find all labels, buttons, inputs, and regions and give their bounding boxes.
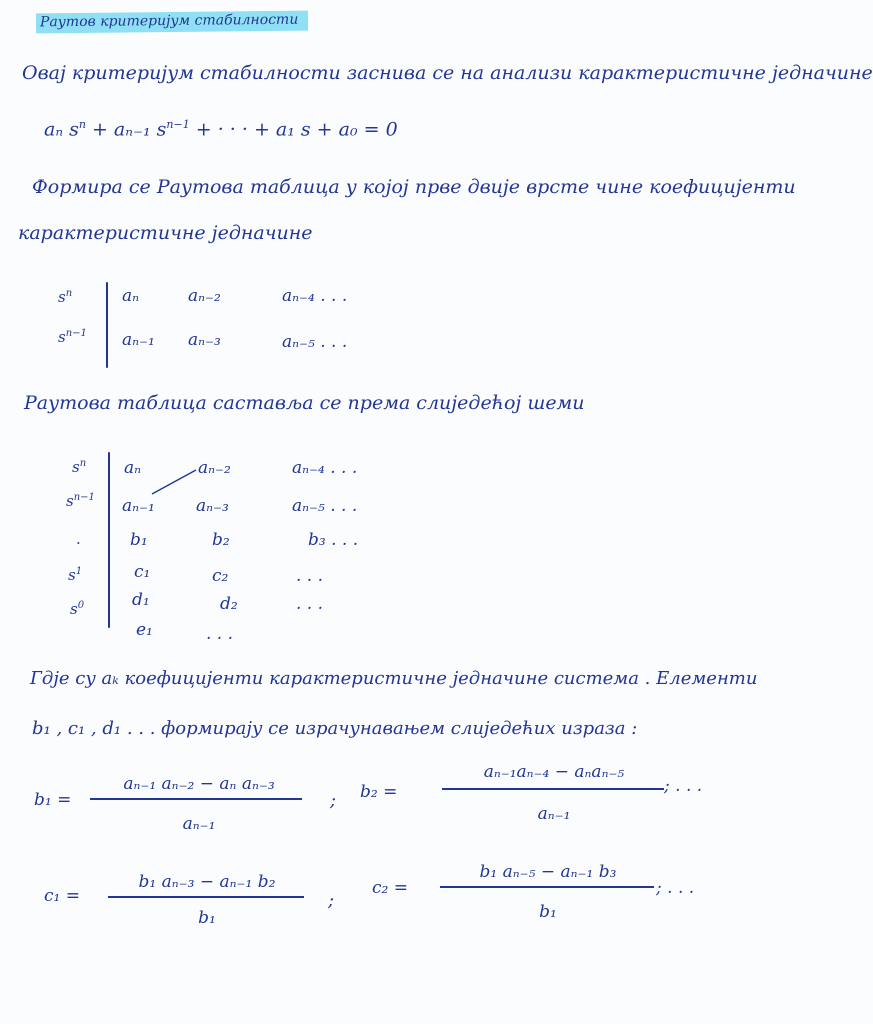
table-divider: [108, 452, 110, 628]
eq-term-1: aₙ s: [44, 118, 79, 141]
table-intro-line-2: карактеристичне једначине: [18, 222, 313, 244]
formula-lhs: b₂ =: [360, 782, 398, 802]
eq-exp-1: n: [78, 118, 86, 131]
row-label: $s^n$: [72, 458, 87, 476]
intro-paragraph: Овај критеријум стабилности заснива се на анализи карактеристичне једначине: [22, 62, 873, 84]
table-cell: b₂: [212, 530, 230, 550]
table-cell: aₙ₋₁: [122, 496, 155, 516]
table-cell: c₁: [134, 562, 151, 582]
table-cell: . . .: [296, 594, 324, 614]
table-cell: aₙ: [122, 286, 140, 306]
fraction-bar: [442, 788, 664, 790]
page-title: Раутов критеријум стабилности: [36, 11, 309, 34]
table-cell: e₁: [136, 620, 153, 640]
formula-separator: ;: [330, 790, 337, 811]
table-cell: b₁: [130, 530, 148, 550]
fraction-bar: [90, 798, 302, 800]
table-cell: aₙ₋₅ . . .: [282, 332, 348, 352]
formula-lhs: b₁ =: [34, 790, 72, 810]
scheme-intro: Раутова таблица саставља се према слиједећој шеми: [24, 392, 585, 414]
formula-numerator: aₙ₋₁aₙ₋₄ − aₙaₙ₋₅: [483, 762, 625, 782]
formula-lhs: c₁ =: [44, 886, 80, 906]
table-cell: aₙ: [124, 458, 142, 478]
formula-tail: ; . . .: [656, 878, 695, 898]
fraction-bar: [440, 886, 654, 888]
table-cell: d₁: [132, 590, 150, 610]
table-cell: aₙ₋₁: [122, 330, 155, 350]
table-cell: aₙ₋₄ . . .: [292, 458, 358, 478]
table-cell: d₂: [220, 594, 238, 614]
formula-numerator: b₁ aₙ₋₅ − aₙ₋₁ b₃: [479, 862, 617, 882]
formula-denominator: b₁: [539, 902, 557, 922]
table-cell: b₃ . . .: [308, 530, 359, 550]
table-intro-line-1: Формира се Раутова таблица у којој прве двије врсте чине коефицијенти: [32, 176, 796, 198]
formula-numerator: aₙ₋₁ aₙ₋₂ − aₙ aₙ₋₃: [123, 774, 275, 794]
row-label: $s^{n-1}$: [58, 328, 87, 346]
eq-exp-2: n−1: [166, 118, 190, 131]
cross-multiply-icon: [150, 468, 198, 496]
row-label: $s^n$: [58, 288, 73, 306]
formula-lhs: c₂ =: [372, 878, 408, 898]
explanation-line-2: b₁ , c₁ , d₁ . . . формирају се израчунавањем слиједећих израза :: [32, 718, 638, 739]
eq-term-3: + · · · + a₁ s + a₀ = 0: [189, 118, 398, 141]
row-label: $s^0$: [70, 600, 85, 618]
characteristic-equation: [44, 118, 398, 140]
eq-term-2: + aₙ₋₁ s: [85, 118, 167, 141]
formula-tail: ; . . .: [664, 776, 703, 796]
table-divider: [106, 282, 108, 368]
table-cell: aₙ₋₅ . . .: [292, 496, 358, 516]
formula-separator: ;: [328, 890, 335, 911]
fraction-bar: [108, 896, 304, 898]
explanation-line-1: Гдје су aₖ коефицијенти карактеристичне једначине система . Елементи: [30, 668, 758, 689]
row-label: .: [76, 530, 81, 548]
table-cell: aₙ₋₄ . . .: [282, 286, 348, 306]
formula-denominator: b₁: [198, 908, 216, 928]
table-cell: c₂: [212, 566, 229, 586]
formula-numerator: b₁ aₙ₋₃ − aₙ₋₁ b₂: [138, 872, 276, 892]
table-cell: aₙ₋₂: [198, 458, 231, 478]
table-cell: aₙ₋₂: [188, 286, 221, 306]
row-label: $s^{n-1}$: [66, 492, 95, 510]
formula-denominator: aₙ₋₁: [537, 804, 571, 824]
table-cell: . . .: [296, 566, 324, 586]
table-cell: . . .: [206, 624, 234, 644]
table-cell: aₙ₋₃: [188, 330, 221, 350]
formula-denominator: aₙ₋₁: [182, 814, 216, 834]
row-label: $s^1$: [68, 566, 83, 584]
table-cell: aₙ₋₃: [196, 496, 229, 516]
